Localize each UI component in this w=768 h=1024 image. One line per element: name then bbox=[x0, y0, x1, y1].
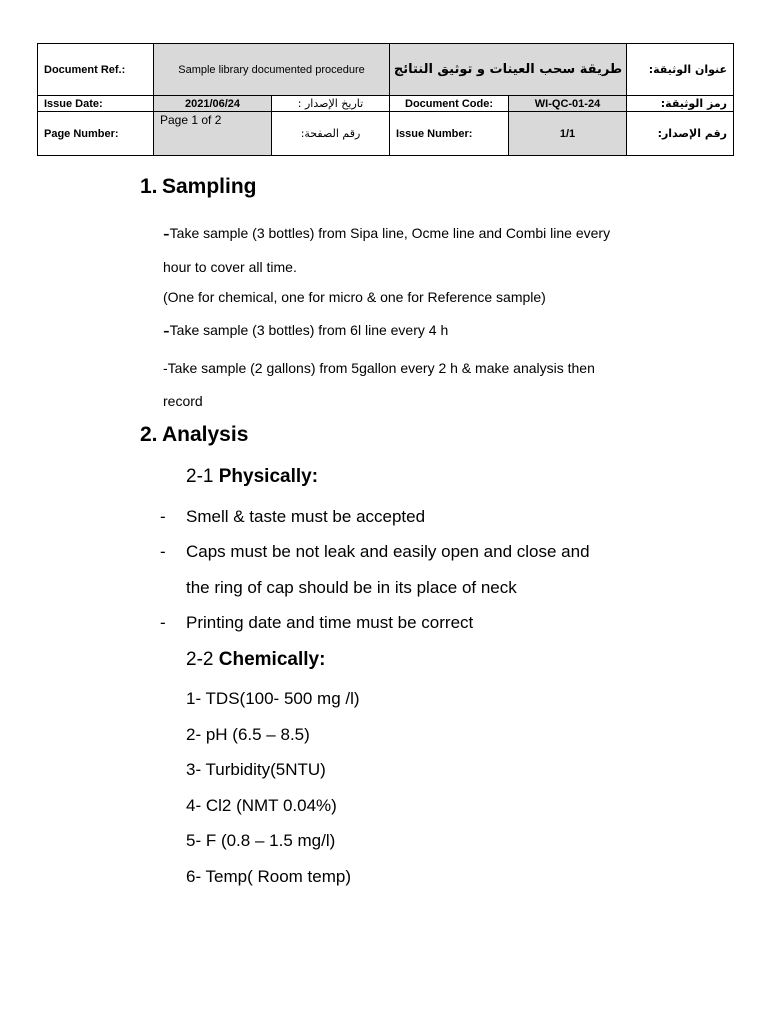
document-ref-label: Document Ref.: bbox=[38, 44, 154, 96]
list-item-text: Smell & taste must be accepted bbox=[186, 507, 426, 526]
list-item: 3- Turbidity(5NTU) bbox=[186, 760, 326, 779]
section-number: 1. bbox=[140, 175, 158, 198]
issue-date-label: Issue Date: bbox=[38, 96, 154, 112]
document-header-table bbox=[37, 43, 734, 156]
issue-date-label-ar: تاريخ الإصدار : bbox=[272, 96, 390, 112]
issue-date-value: 2021/06/24 bbox=[154, 96, 272, 112]
list-item bbox=[160, 613, 473, 633]
sampling-paragraph-4-cont: record bbox=[163, 393, 203, 409]
dash-marker: - bbox=[160, 542, 166, 561]
list-item: 6- Temp( Room temp) bbox=[186, 867, 352, 886]
dash-marker: - bbox=[160, 613, 166, 632]
dash-marker: - bbox=[163, 320, 170, 342]
section-analysis-heading bbox=[140, 423, 248, 447]
list-item-text: Printing date and time must be correct bbox=[186, 613, 474, 632]
issue-number-value: 1/1 bbox=[509, 112, 627, 155]
subsection-physically bbox=[186, 466, 318, 488]
section-title: Analysis bbox=[162, 423, 249, 446]
sampling-paragraph-2: (One for chemical, one for micro & one for Reference sample) bbox=[163, 289, 546, 305]
dash-marker: - bbox=[163, 223, 170, 245]
issue-number-label: Issue Number: bbox=[390, 112, 509, 155]
subsection-title: Chemically: bbox=[218, 649, 326, 670]
list-item-continuation: the ring of cap should be in its place of neck bbox=[186, 578, 517, 597]
sampling-text: Take sample (3 bottles) from 6l line every 4 h bbox=[169, 322, 449, 338]
section-title: Sampling bbox=[162, 175, 257, 198]
sampling-paragraph-3 bbox=[163, 320, 448, 343]
sampling-paragraph-1-cont: hour to cover all time. bbox=[163, 259, 297, 275]
subsection-number: 2-1 bbox=[186, 466, 219, 487]
list-item bbox=[160, 507, 425, 527]
list-item: 1- TDS(100- 500 mg /l) bbox=[186, 689, 360, 708]
list-item: 5- F (0.8 – 1.5 mg/l) bbox=[186, 831, 336, 850]
document-code-label: Document Code: bbox=[390, 96, 509, 112]
dash-marker: - bbox=[160, 507, 166, 526]
subsection-title: Physically: bbox=[218, 466, 319, 487]
list-item: 4- Cl2 (NMT 0.04%) bbox=[186, 796, 337, 815]
document-ref-value: Sample library documented procedure bbox=[154, 44, 390, 96]
sampling-paragraph-1 bbox=[163, 223, 610, 246]
list-item-text: Caps must be not leak and easily open and close and bbox=[186, 542, 590, 561]
document-title-label-ar: عنوان الوثيقة: bbox=[627, 44, 733, 96]
list-item: 2- pH (6.5 – 8.5) bbox=[186, 725, 310, 744]
issue-number-label-ar: رقم الإصدار: bbox=[657, 127, 727, 140]
page-number-label: Page Number: bbox=[38, 112, 154, 155]
document-code-label-ar: رمز الوثيقة: bbox=[627, 96, 733, 112]
sampling-text: Take sample (3 bottles) from Sipa line, Ocme line and Combi line every bbox=[169, 225, 611, 241]
page-number-label-ar: رقم الصفحة: bbox=[272, 112, 390, 155]
section-number: 2. bbox=[140, 423, 158, 446]
subsection-chemically bbox=[186, 649, 325, 671]
subsection-number: 2-2 bbox=[186, 649, 219, 670]
sampling-paragraph-4: -Take sample (2 gallons) from 5gallon every 2 h & make analysis then bbox=[163, 360, 595, 376]
section-sampling-heading bbox=[140, 175, 257, 199]
document-code-value: WI-QC-01-24 bbox=[509, 96, 627, 112]
document-title-ar: طريقة سحب العينات و توثيق النتائج bbox=[390, 44, 627, 96]
page-number-value: Page 1 of 2 bbox=[154, 112, 272, 155]
list-item bbox=[160, 542, 590, 562]
